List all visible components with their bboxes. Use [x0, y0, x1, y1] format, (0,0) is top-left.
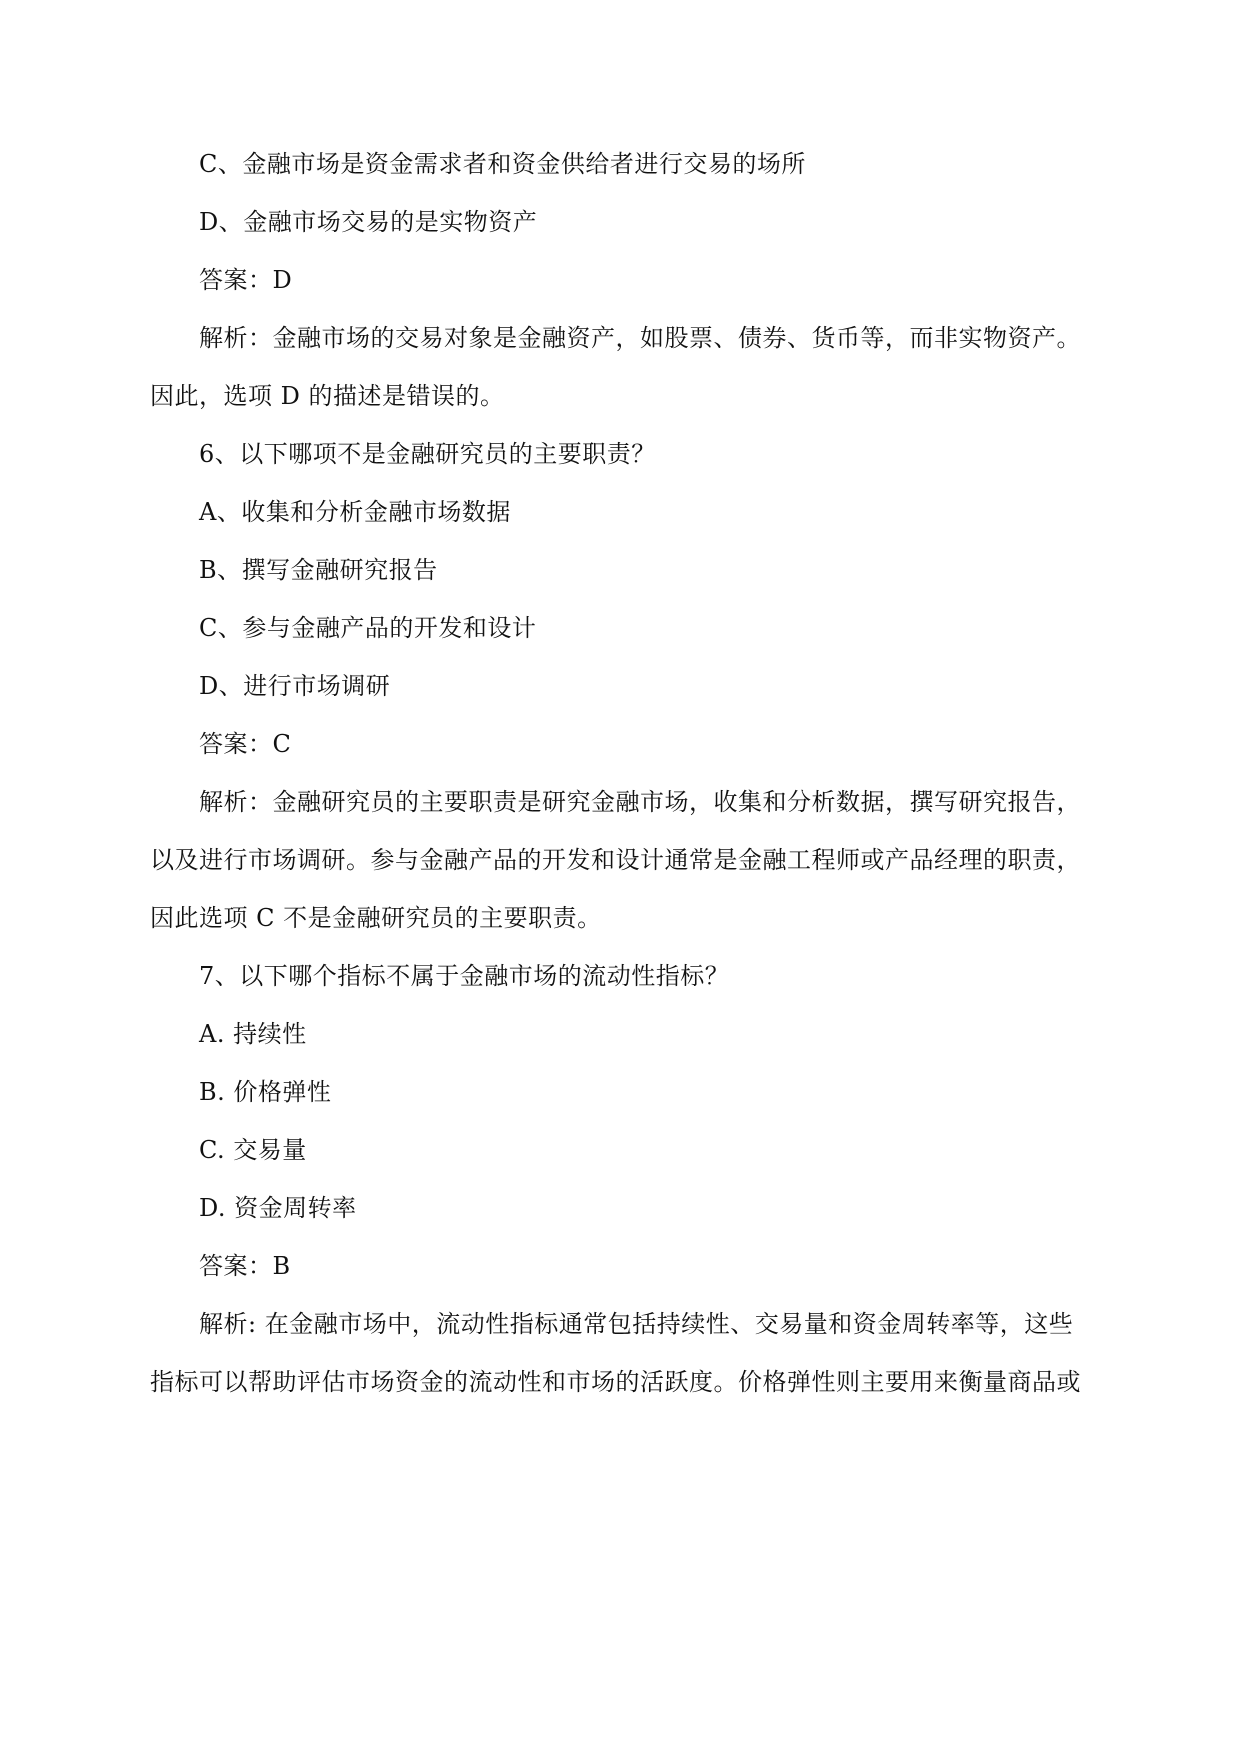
- q7-explanation-line-1: 解析: 在金融市场中，流动性指标通常包括持续性、交易量和资金周转率等，这些: [199, 1310, 1074, 1338]
- q5-option-c: C、金融市场是资金需求者和资金供给者进行交易的场所: [199, 150, 806, 178]
- q6-option-a: A、收集和分析金融市场数据: [199, 498, 511, 526]
- q5-explanation-line-1: 解析：金融市场的交易对象是金融资产，如股票、债券、货币等，而非实物资产。: [199, 324, 1081, 352]
- q6-question: 6、以下哪项不是金融研究员的主要职责？: [199, 440, 656, 468]
- q7-explanation-line-2: 指标可以帮助评估市场资金的流动性和市场的活跃度。价格弹性则主要用来衡量商品或: [150, 1368, 1081, 1396]
- q7-answer: 答案：B: [199, 1252, 291, 1280]
- q6-answer: 答案：C: [199, 730, 292, 758]
- q7-option-c: C. 交易量: [199, 1136, 307, 1164]
- q6-explanation-line-2: 以及进行市场调研。参与金融产品的开发和设计通常是金融工程师或产品经理的职责，: [150, 846, 1081, 874]
- q6-option-b: B、撰写金融研究报告: [199, 556, 438, 584]
- q7-option-a: A. 持续性: [199, 1020, 307, 1048]
- q5-explanation-line-2: 因此，选项 D 的描述是错误的。: [150, 382, 505, 410]
- q5-option-d: D、金融市场交易的是实物资产: [199, 208, 538, 236]
- q6-option-c: C、参与金融产品的开发和设计: [199, 614, 537, 642]
- q6-explanation-line-1: 解析：金融研究员的主要职责是研究金融市场，收集和分析数据，撰写研究报告，: [199, 788, 1081, 816]
- q7-question: 7、以下哪个指标不属于金融市场的流动性指标？: [199, 962, 730, 990]
- q7-option-d: D. 资金周转率: [199, 1194, 357, 1222]
- q5-answer: 答案：D: [199, 266, 293, 294]
- q6-explanation-line-3: 因此选项 C 不是金融研究员的主要职责。: [150, 904, 602, 932]
- q6-option-d: D、进行市场调研: [199, 672, 391, 700]
- q7-option-b: B. 价格弹性: [199, 1078, 332, 1106]
